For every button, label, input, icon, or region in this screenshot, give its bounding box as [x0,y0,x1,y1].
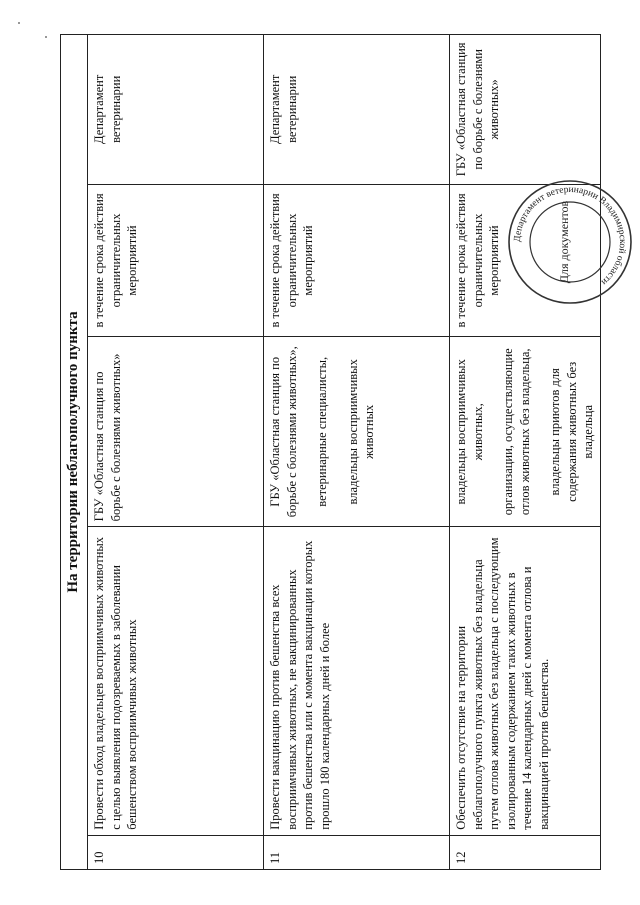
term-cell: в течение срока действия ограничительных мероприятий [88,184,264,337]
executor-line: владельцы восприимчивых животных [345,359,376,505]
table-row [450,35,601,870]
measures-table [60,34,601,870]
stamp-center-text: Для документов [557,200,571,284]
term-cell: в течение срока действия ограничительных мероприятий [450,184,601,337]
scan-speck [18,22,20,24]
section-title: На территории неблагополучного пункта [61,35,88,870]
row-number: 11 [264,835,450,869]
stamp-ring-text: Департамент ветеринарии Владимирской области [512,184,628,287]
executor-line: владельцы восприимчивых животных, [454,359,485,505]
responsible-cell: Департамент ветеринарии [88,35,264,185]
measure-cell: Провести вакцинацию против бешенства всех восприимчивых животных, не вакцинированных против бешенства или с момента вакцинации которых прошло 180 календарных дней и более [264,527,450,835]
row-number: 10 [88,835,264,869]
executor-line: организации, осуществляющие отлов животных без владельца, [501,348,532,516]
row-number: 12 [450,835,601,869]
measure-cell: Обеспечить отсутствие на территории неблагополучного пункта животных без владельца путем отлова животных без владельца с последующим изолированным содержанием таких животных в течение 14 календарных дней с момента отлова и вакцинацией против бешенства. [450,527,601,835]
scan-speck [45,36,47,38]
measure-cell: Провести обход владельцев восприимчивых животных с целью выявления подозреваемых в заболевании бешенством восприимчивых животных [88,527,264,835]
executor-cell [264,337,450,527]
table-row [264,35,450,870]
executor-line: ГБУ «Областная станция по борьбе с болезнями животных», [268,346,299,518]
responsible-cell: ГБУ «Областная станция по борьбе с болезнями животных» [450,35,601,185]
executor-line: ветеринарные специалисты, [315,356,329,507]
rotated-page [60,34,595,870]
section-row [61,35,88,870]
executor-cell [88,337,264,527]
responsible-cell: Департамент ветеринарии [264,35,450,185]
table-row [88,35,264,870]
organization-stamp [506,178,634,306]
executor-line: владельцы приютов для содержания животных без владельца [548,361,595,502]
executor-line: ГБУ «Областная станция по борьбе с болезнями животных» [92,353,123,522]
executor-cell [450,337,601,527]
term-cell: в течение срока действия ограничительных мероприятий [264,184,450,337]
